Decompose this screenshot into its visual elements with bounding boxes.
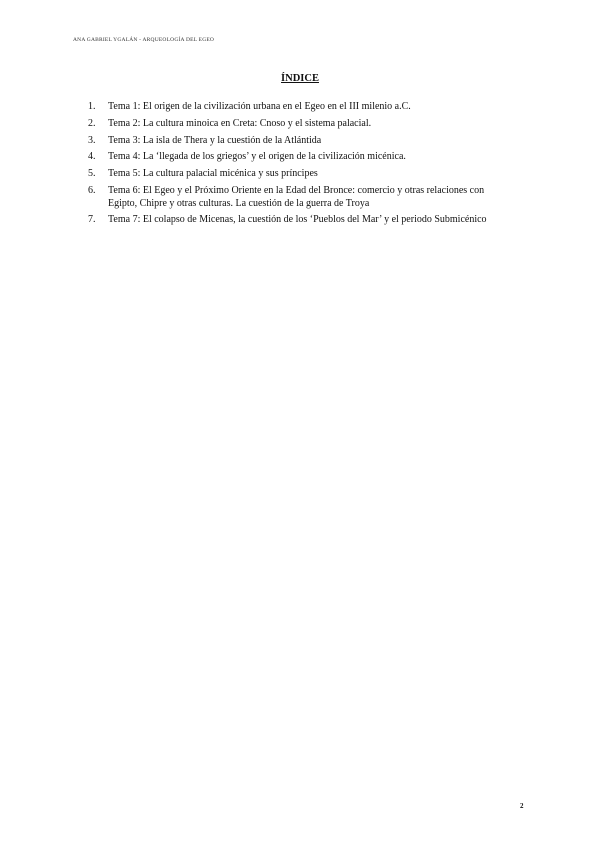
toc-item bbox=[88, 118, 508, 131]
toc-item-number: 1. bbox=[88, 101, 96, 112]
toc-item-text: Tema 5: La cultura palacial micénica y sus príncipes bbox=[108, 168, 318, 180]
toc-item-number: 6. bbox=[88, 184, 96, 196]
toc-item-text: Tema 6: El Egeo y el Próximo Oriente en la Edad del Bronce: comercio y otras relaciones con Egipto, Chipre y otras culturas. La cuestión de la guerra de Troya bbox=[108, 184, 485, 209]
toc-item-number: 2. bbox=[88, 117, 96, 129]
toc-item-text: Tema 7: El colapso de Micenas, la cuestión de los ‘Pueblos del Mar’ y el periodo Submicénico bbox=[108, 214, 487, 226]
toc-item-number: 3. bbox=[88, 134, 96, 146]
toc-item bbox=[88, 185, 508, 210]
toc-item-text: Tema 3: La isla de Thera y la cuestión de la Atlántida bbox=[108, 134, 322, 146]
toc-item-text: Tema 1: El origen de la civilización urbana en el Egeo en el III milenio a.C. bbox=[108, 101, 411, 112]
toc-list bbox=[88, 101, 508, 231]
toc-item bbox=[88, 151, 508, 164]
toc-item-text: Tema 2: La cultura minoica en Creta: Cnoso y el sistema palacial. bbox=[108, 117, 372, 129]
page-number: 2 bbox=[520, 802, 524, 810]
toc-item bbox=[88, 101, 508, 114]
toc-title: ÍNDICE bbox=[281, 73, 319, 84]
toc-item-number: 7. bbox=[88, 214, 96, 226]
toc-item-text: Tema 4: La ‘llegada de los griegos’ y el origen de la civilización micénica. bbox=[108, 151, 406, 163]
toc-item bbox=[88, 168, 508, 181]
running-header: ANA GABRIEL YGALÁN - ARQUEOLOGÍA DEL EGEO bbox=[73, 37, 215, 43]
toc-item-number: 4. bbox=[88, 151, 96, 163]
toc-item-number: 5. bbox=[88, 168, 96, 180]
toc-item bbox=[88, 214, 508, 227]
toc-item bbox=[88, 135, 508, 148]
